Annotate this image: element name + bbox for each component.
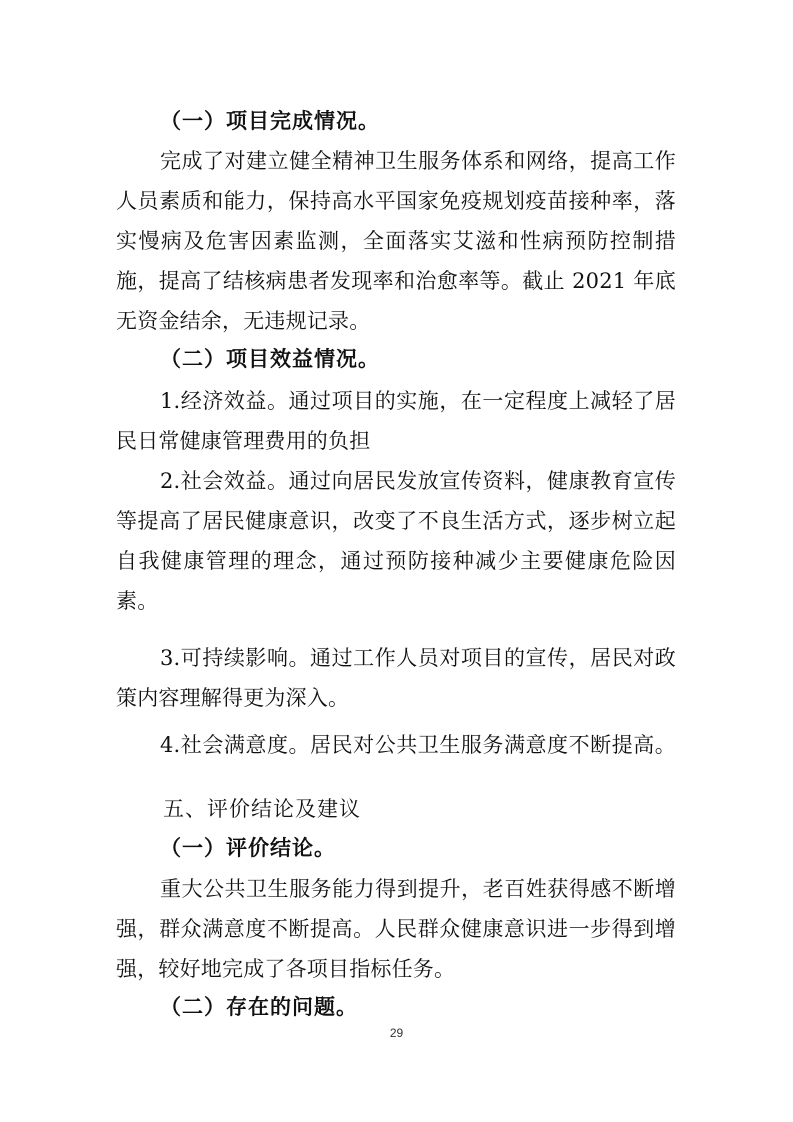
heading-project-completion: （一）项目完成情况。 [160, 109, 380, 133]
paragraph-line: 实慢病及危害因素监测，全面落实艾滋和性病预防控制措 [116, 229, 676, 253]
paragraph-line: 素。 [116, 589, 159, 613]
paragraph-line: 4.社会满意度。居民对公共卫生服务满意度不断提高。 [160, 733, 676, 757]
paragraph-line: 强，群众满意度不断提高。人民群众健康意识进一步得到增 [116, 917, 676, 941]
heading-project-benefits: （二）项目效益情况。 [160, 347, 380, 371]
page-number: 29 [389, 1026, 404, 1040]
paragraph-line: 2.社会效益。通过向居民发放宣传资料，健康教育宣传 [160, 469, 676, 493]
paragraph-line: 强，较好地完成了各项目指标任务。 [116, 957, 456, 981]
paragraph-line: 等提高了居民健康意识，改变了不良生活方式，逐步树立起 [116, 509, 676, 533]
paragraph-line: 施，提高了结核病患者发现率和治愈率等。截止 2021 年底 [116, 269, 676, 293]
heading-evaluation-conclusion: （一）评价结论。 [160, 836, 336, 860]
paragraph-line: 完成了对建立健全精神卫生服务体系和网络，提高工作 [160, 149, 676, 173]
paragraph-line: 策内容理解得更为深入。 [116, 686, 350, 710]
paragraph-line: 3.可持续影响。通过工作人员对项目的宣传，居民对政 [160, 646, 676, 670]
paragraph-line: 重大公共卫生服务能力得到提升，老百姓获得感不断增 [160, 877, 676, 901]
paragraph-line: 自我健康管理的理念，通过预防接种减少主要健康危险因 [116, 549, 676, 573]
heading-existing-problems: （二）存在的问题。 [160, 995, 358, 1019]
paragraph-line: 1.经济效益。通过项目的实施，在一定程度上减轻了居 [160, 389, 676, 413]
paragraph-line: 人员素质和能力，保持高水平国家免疫规划疫苗接种率，落 [116, 189, 676, 213]
section-heading-evaluation: 五、评价结论及建议 [163, 797, 361, 821]
paragraph-line: 无资金结余，无违规记录。 [116, 309, 371, 333]
paragraph-line: 民日常健康管理费用的负担 [116, 429, 371, 453]
